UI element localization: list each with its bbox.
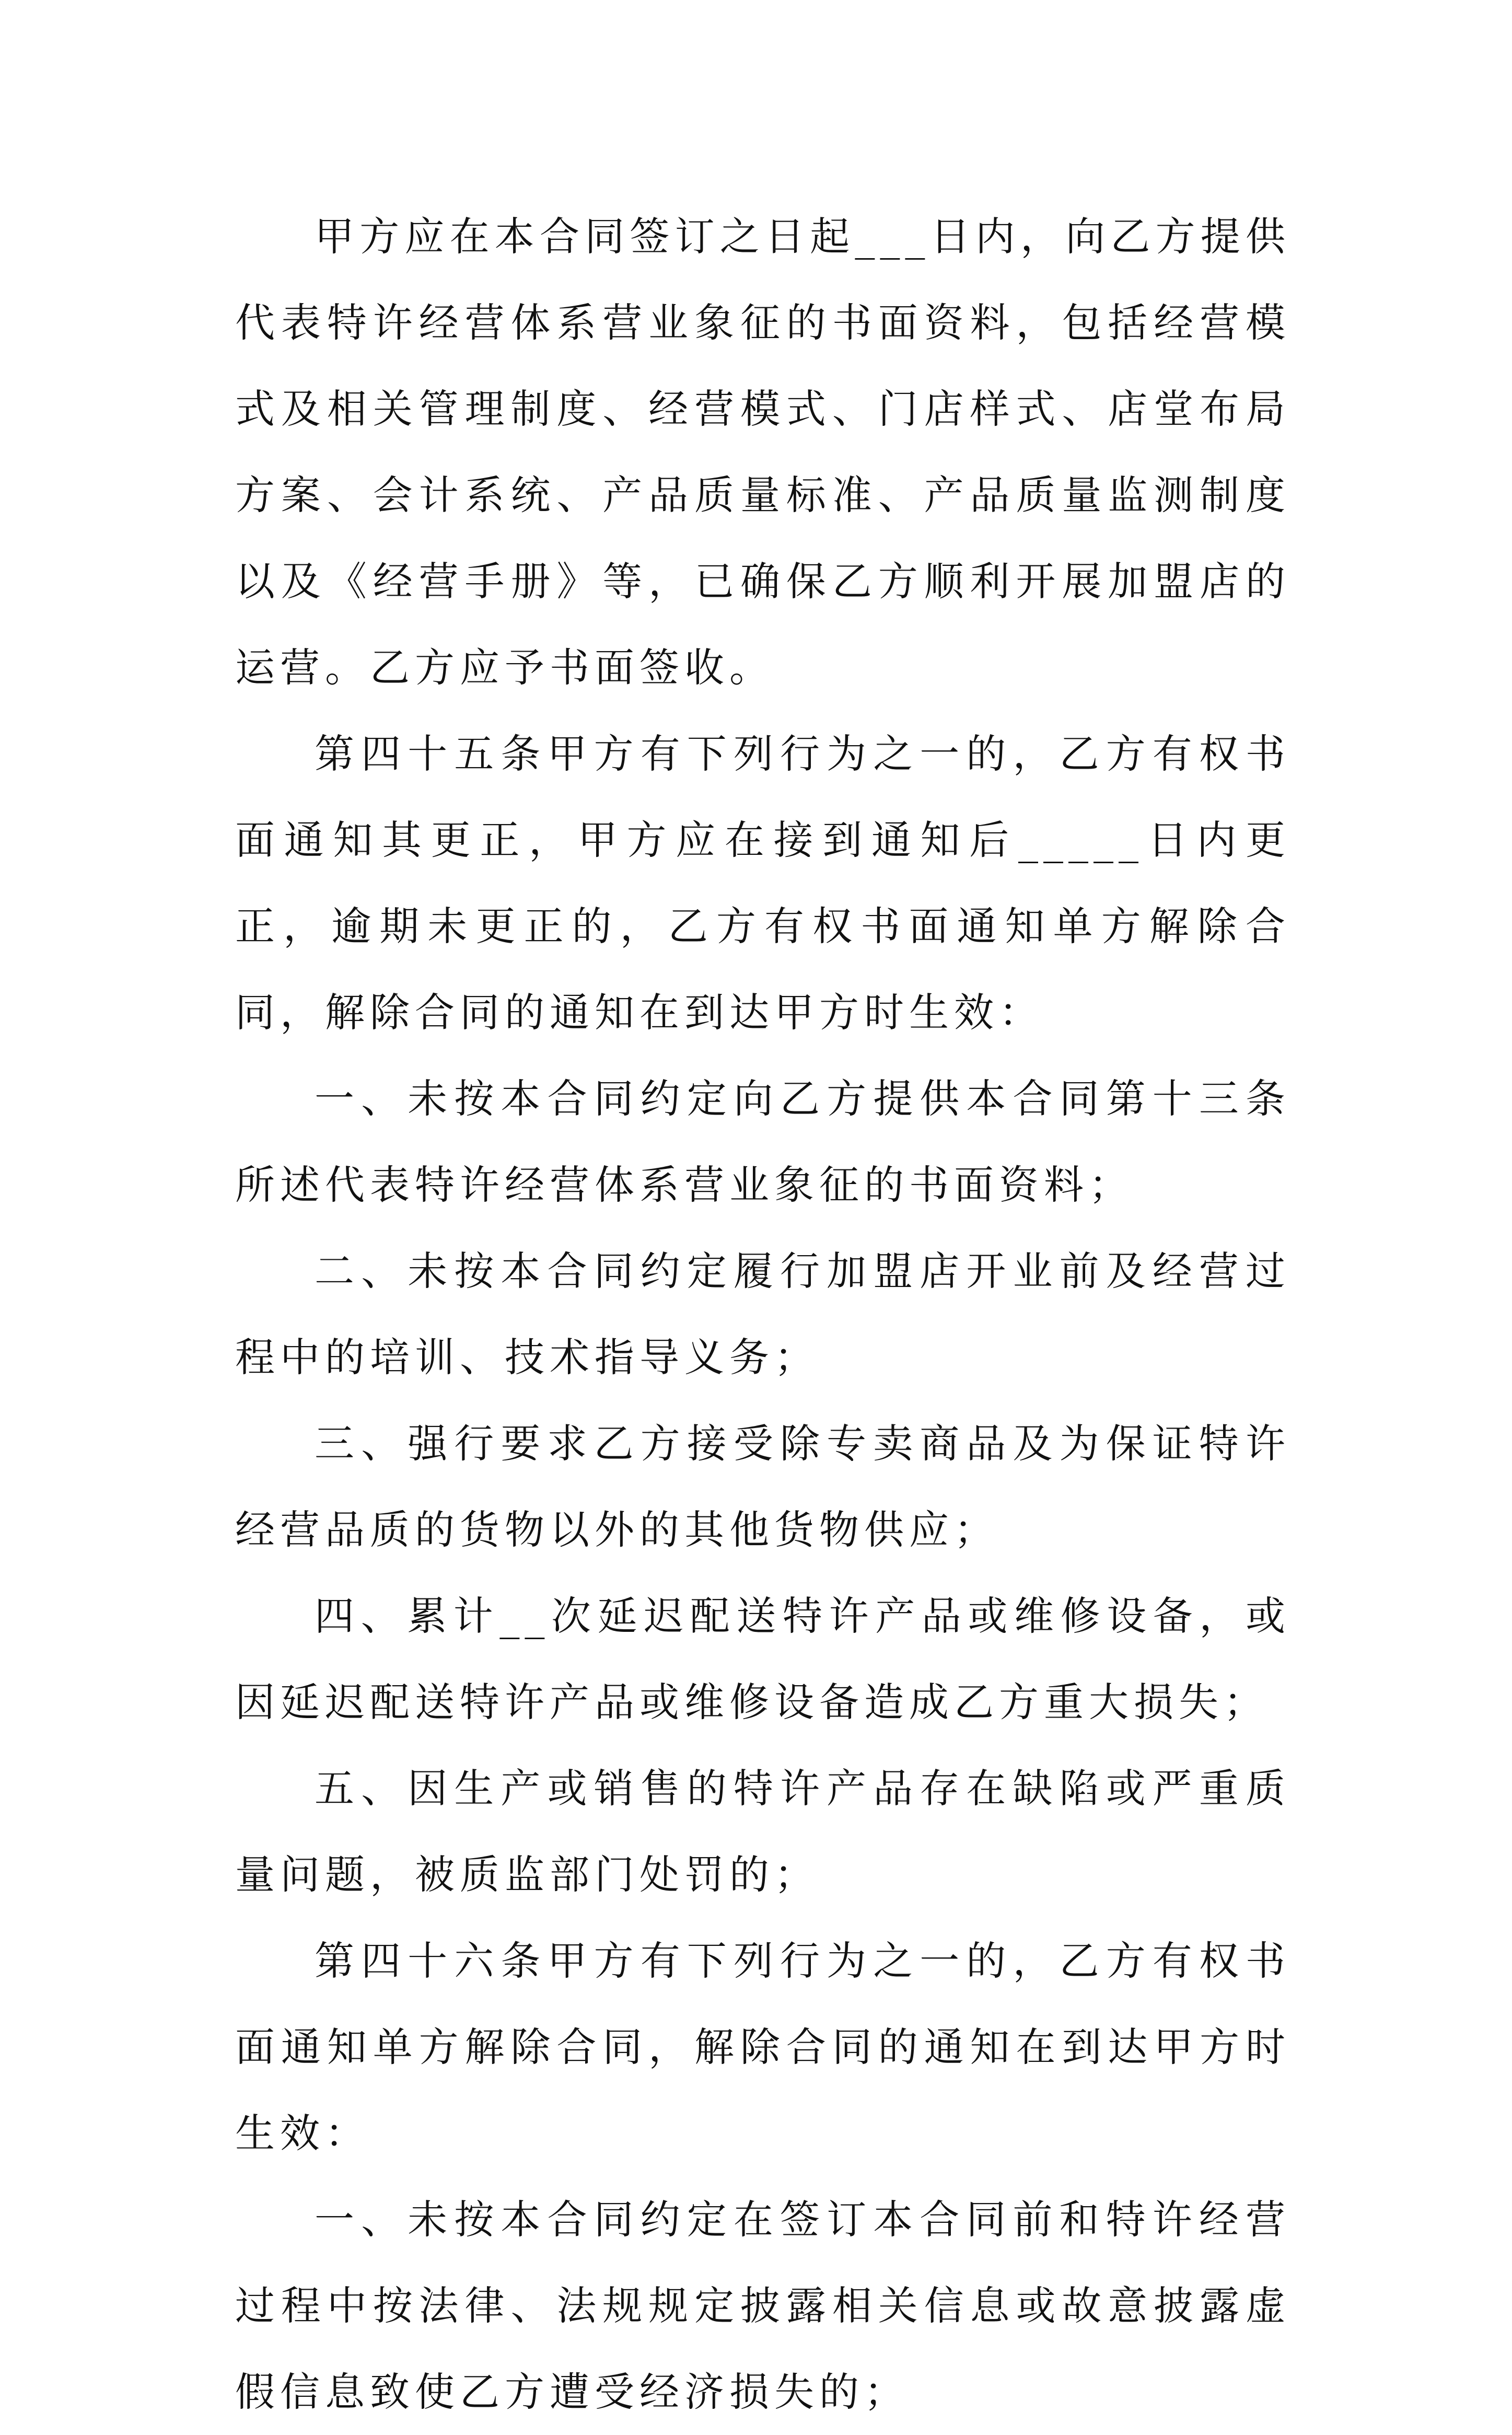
paragraph-article-45: 第四十五条甲方有下列行为之一的，乙方有权书面通知其更正，甲方应在接到通知后_____日内更正，逾期未更正的，乙方有权书面通知单方解除合同，解除合同的通知在到达甲方时生效： (235, 730, 1290, 1036)
paragraph-article-45-item-3: 三、强行要求乙方接受除专卖商品及为保证特许经营品质的货物以外的其他货物供应； (235, 1420, 1290, 1553)
paragraph-article-45-item-5: 五、因生产或销售的特许产品存在缺陷或严重质量问题，被质监部门处罚的； (235, 1765, 1290, 1898)
paragraph-article-45-item-4: 四、累计__次延迟配送特许产品或维修设备，或因延迟配送特许产品或维修设备造成乙方重大损失； (235, 1593, 1290, 1725)
paragraph-article-46: 第四十六条甲方有下列行为之一的，乙方有权书面通知单方解除合同，解除合同的通知在到达甲方时生效： (235, 1938, 1290, 2156)
paragraph-article-45-item-1: 一、未按本合同约定向乙方提供本合同第十三条所述代表特许经营体系营业象征的书面资料； (235, 1075, 1290, 1208)
paragraph-delivery-obligation: 甲方应在本合同签订之日起___日内，向乙方提供代表特许经营体系营业象征的书面资料，包括经营模式及相关管理制度、经营模式、门店样式、店堂布局方案、会计系统、产品质量标准、产品质量监测制度以及《经营手册》等，已确保乙方顺利开展加盟店的运营。乙方应予书面签收。 (235, 213, 1290, 691)
paragraph-article-46-item-1: 一、未按本合同约定在签订本合同前和特许经营过程中按法律、法规规定披露相关信息或故意披露虚假信息致使乙方遭受经济损失的； (235, 2196, 1290, 2415)
document-body (235, 193, 1290, 2435)
paragraph-article-45-item-2: 二、未按本合同约定履行加盟店开业前及经营过程中的培训、技术指导义务； (235, 1248, 1290, 1381)
